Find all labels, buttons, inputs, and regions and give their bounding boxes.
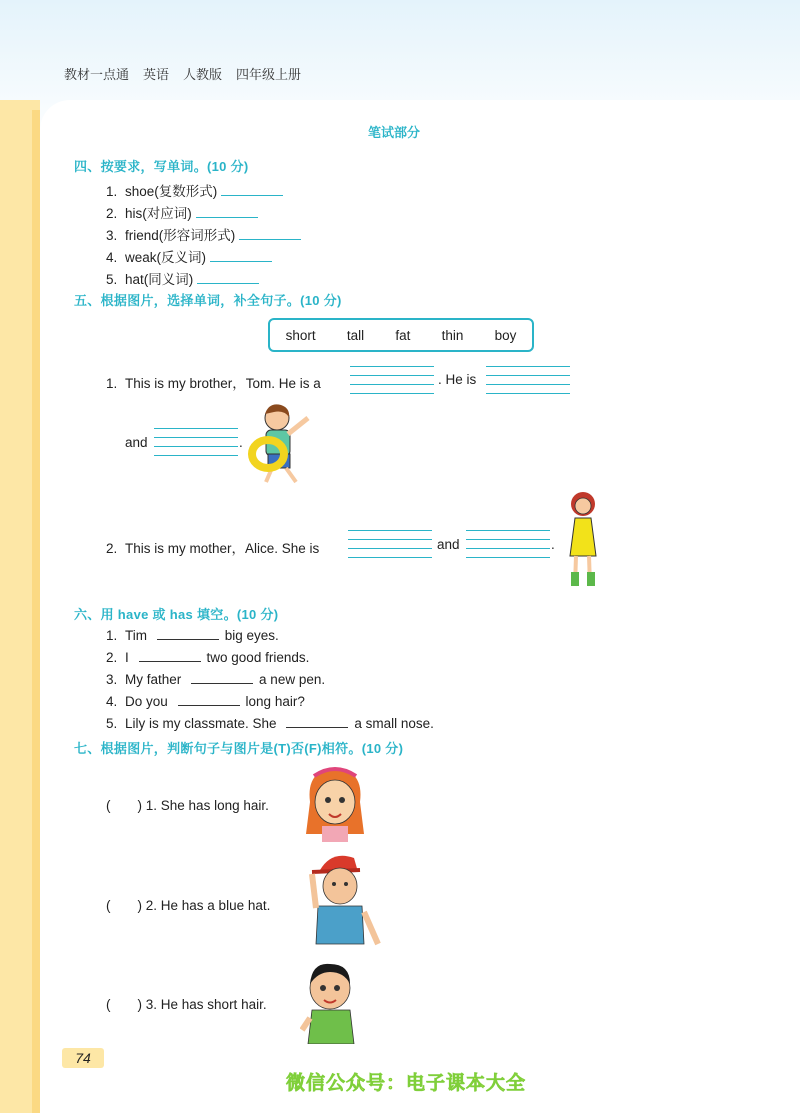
s6-item-before: Lily is my classmate. She [125,716,277,731]
s5-q1-end: . [239,435,243,450]
word-bank-word: thin [441,327,464,343]
s4-item-5 [106,268,259,288]
boy-swim-ring-illustration [244,400,318,488]
section7-heading: 七、根据图片，判断句子与图片是(T)否(F)相符。(10 分) [74,741,404,756]
writing-lines-blank[interactable] [350,366,434,394]
s6-item-4 [106,693,305,709]
section5-heading: 五、根据图片，选择单词，补全句子。(10 分) [74,293,342,308]
s6-item-before: Tim [125,628,147,643]
s4-item-num: 1. [106,184,118,199]
answer-blank[interactable] [197,271,259,284]
writing-lines-blank[interactable] [466,530,550,558]
s6-item-after: two good friends. [206,650,310,665]
s6-item-3 [106,671,325,687]
s6-item-5 [106,715,434,731]
header-book: 教材一点通 [64,67,130,82]
s7-answer-paren[interactable]: ( ) [106,798,142,813]
s6-item-after: big eyes. [224,628,279,643]
s6-item-after: a new pen. [259,672,326,687]
s7-item-text: 2. He has a blue hat. [145,898,271,913]
s7-answer-paren[interactable]: ( ) [106,898,142,913]
answer-blank[interactable] [139,649,201,662]
answer-blank[interactable] [239,227,301,240]
answer-blank[interactable] [221,183,283,196]
section4-heading: 四、按要求，写单词。(10 分) [74,159,249,174]
s6-item-num: 4. [106,694,118,709]
s5-q2-line [106,537,319,557]
s4-item-text: friend(形容词形式) [125,228,236,243]
answer-blank[interactable] [178,693,240,706]
boy-red-cap-illustration [302,848,384,954]
header-edition: 人教版 [183,67,223,82]
s5-q1-part1: This is my brother，Tom. He is a [125,376,321,391]
s7-answer-paren[interactable]: ( ) [106,997,142,1012]
s7-item-3 [106,993,267,1013]
s6-item-num: 2. [106,650,118,665]
s4-item-4 [106,246,272,266]
s4-item-num: 5. [106,272,118,287]
header-subject: 英语 [143,67,170,82]
s4-item-text: weak(反义词) [125,250,207,265]
answer-blank[interactable] [286,715,348,728]
word-bank-word: fat [395,327,411,343]
s4-item-3 [106,224,301,244]
word-bank-word: tall [346,327,365,343]
watermark-text: 微信公众号：电子课本大全 [286,1073,527,1094]
word-bank [268,318,534,352]
answer-blank[interactable] [196,205,258,218]
section6-heading: 六、用 have 或 has 填空。(10 分) [74,607,279,622]
s5-q2-end: . [551,537,555,552]
page-number: 74 [62,1048,104,1068]
writing-lines-blank[interactable] [154,428,238,456]
s7-item-1 [106,794,269,814]
s6-item-before: Do you [125,694,168,709]
word-bank-word: boy [494,327,517,343]
s6-item-after: a small nose. [354,716,434,731]
s6-item-num: 5. [106,716,118,731]
s7-item-2 [106,894,270,914]
s7-item-text: 1. She has long hair. [145,798,269,813]
writing-lines-blank[interactable] [486,366,570,394]
s5-q1-part2: . He is [438,372,477,387]
s6-item-num: 3. [106,672,118,687]
s4-item-text: hat(同义词) [125,272,194,287]
girl-long-hair-illustration [302,762,368,844]
s5-q2-part1: This is my mother，Alice. She is [125,541,320,556]
s4-item-num: 2. [106,206,118,221]
s4-item-2 [106,202,258,222]
s5-q2-num: 2. [106,541,118,556]
left-decorative-stripe [32,110,40,1113]
s6-item-before: I [125,650,129,665]
answer-blank[interactable] [210,249,272,262]
s6-item-after: long hair? [245,694,305,709]
answer-blank[interactable] [191,671,253,684]
s7-item-text: 3. He has short hair. [145,997,267,1012]
boy-short-hair-illustration [300,958,358,1044]
s4-item-num: 4. [106,250,118,265]
s4-item-text: shoe(复数形式) [125,184,218,199]
s6-item-before: My father [125,672,182,687]
s4-item-text: his(对应词) [125,206,192,221]
s6-item-num: 1. [106,628,118,643]
s6-item-2 [106,649,309,665]
running-header [64,64,301,83]
word-bank-word: short [285,327,316,343]
woman-illustration [558,486,608,598]
s4-item-1 [106,180,283,200]
page-title: 笔试部分 [368,125,421,140]
header-grade: 四年级上册 [236,67,302,82]
s5-q1-line1 [106,372,321,392]
answer-blank[interactable] [157,627,219,640]
s5-q1-num: 1. [106,376,118,391]
s6-item-1 [106,627,279,643]
s4-item-num: 3. [106,228,118,243]
writing-lines-blank[interactable] [348,530,432,558]
s5-q2-part2: and [437,537,460,552]
s5-q1-part3: and [125,435,148,450]
